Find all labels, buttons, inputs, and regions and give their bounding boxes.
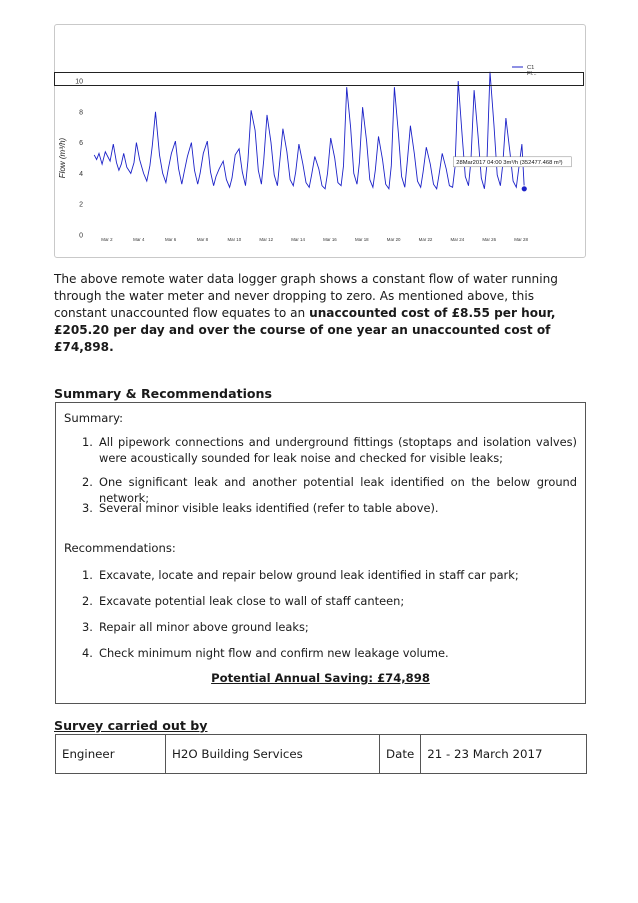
table-row bbox=[56, 735, 587, 774]
flow-chart bbox=[54, 24, 586, 258]
x-tick-label: Mar 14 bbox=[291, 237, 305, 242]
intro-paragraph bbox=[54, 271, 584, 356]
date-label-cell: Date bbox=[380, 735, 421, 774]
y-tick-label: 8 bbox=[79, 109, 83, 117]
y-tick-label: 10 bbox=[75, 78, 83, 86]
flow-series-line bbox=[94, 72, 524, 189]
legend-label: C1 bbox=[527, 65, 535, 71]
x-tick-label: Mar 2 bbox=[101, 237, 113, 242]
legend-label: Fl... bbox=[527, 71, 537, 77]
date-value-cell: 21 - 23 March 2017 bbox=[421, 735, 587, 774]
intro-text: The above remote water data logger graph shows a constant flow of water running through the water meter and never dropping to zero. As mentioned above, this constant unaccounted flow equates to an bbox=[54, 272, 558, 320]
survey-table bbox=[55, 734, 587, 774]
list-item: 2. Excavate potential leak close to wall of staff canteen; bbox=[82, 594, 405, 608]
x-tick-label: Mar 10 bbox=[227, 237, 242, 242]
company-cell: H2O Building Services bbox=[166, 735, 380, 774]
x-tick-label: Mar 12 bbox=[259, 237, 274, 242]
list-item: 1. Excavate, locate and repair below ground leak identified in staff car park; bbox=[82, 568, 519, 582]
x-tick-label: Mar 26 bbox=[482, 237, 497, 242]
y-axis-label: Flow (m³/h) bbox=[58, 137, 67, 179]
annotation-label: 28Mar2017 04:00 3m³/h (352477.468 m³) bbox=[456, 159, 563, 166]
x-tick-label: Mar 4 bbox=[133, 237, 145, 242]
y-tick-label: 4 bbox=[79, 170, 83, 178]
list-item: 3. Repair all minor above ground leaks; bbox=[82, 620, 309, 634]
x-tick-label: Mar 28 bbox=[514, 237, 528, 242]
intro-bold-text: unaccounted cost of £8.55 per hour, £205.20 per day and over the course of one year an unaccounted cost of £74,898. bbox=[54, 306, 556, 354]
x-tick-label: Mar 6 bbox=[165, 237, 177, 242]
chart-highlight-box bbox=[54, 72, 584, 86]
potential-saving: Potential Annual Saving: £74,898 bbox=[211, 671, 430, 685]
summary-label: Summary: bbox=[64, 411, 124, 425]
flow-chart-svg bbox=[55, 25, 585, 257]
x-tick-label: Mar 16 bbox=[323, 237, 337, 242]
y-tick-label: 2 bbox=[79, 201, 83, 209]
y-tick-label: 0 bbox=[79, 232, 83, 240]
x-tick-label: Mar 22 bbox=[418, 237, 433, 242]
recommendations-label: Recommendations: bbox=[64, 541, 176, 555]
survey-heading: Survey carried out by bbox=[54, 718, 208, 733]
x-tick-label: Mar 8 bbox=[196, 237, 209, 242]
x-tick-label: Mar 24 bbox=[450, 237, 465, 242]
list-item: 4. Check minimum night flow and confirm new leakage volume. bbox=[82, 646, 449, 660]
annotation-marker bbox=[521, 186, 527, 192]
list-item: 1. All pipework connections and underground fittings (stoptaps and isolation valves) were acoustically sounded for leak noise and checked for visible leaks; bbox=[82, 435, 577, 465]
x-tick-label: Mar 18 bbox=[354, 237, 369, 242]
list-item: 3. Several minor visible leaks identified (refer to table above). bbox=[82, 501, 439, 515]
list-item: 2. One significant leak and another potential leak identified on the below ground network; bbox=[82, 475, 577, 505]
engineer-label-cell: Engineer bbox=[56, 735, 166, 774]
summary-heading: Summary & Recommendations bbox=[54, 386, 273, 401]
summary-box bbox=[55, 402, 586, 704]
y-tick-label: 6 bbox=[79, 140, 83, 148]
x-tick-label: Mar 20 bbox=[386, 237, 401, 242]
